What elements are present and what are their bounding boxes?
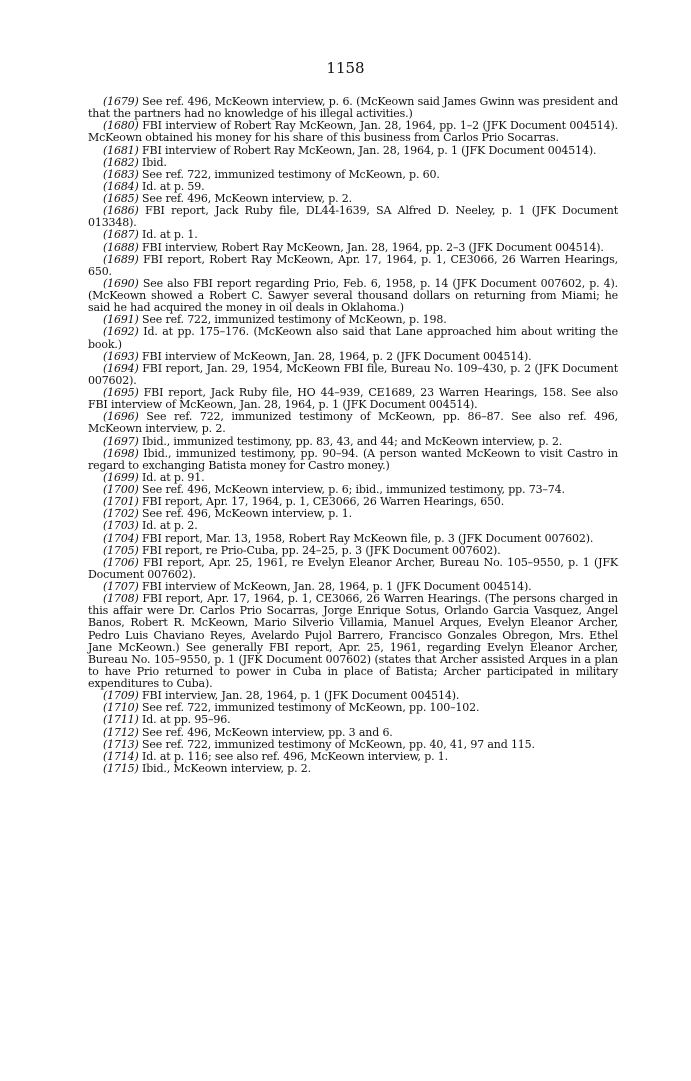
footnote-ref: (1694) (103, 361, 139, 375)
footnote-ref: (1697) (103, 434, 139, 448)
footnote-ref: (1703) (103, 519, 139, 533)
footnote-ref: (1685) (103, 192, 139, 205)
footnote (88, 96, 618, 120)
footnote-text: FBI report, Apr. 25, 1961, re Evelyn Eleanor Archer, Bureau No. 105–9550, p. 1 (JFK Document 007602). (88, 555, 618, 581)
footnote-text: FBI report, Jack Ruby file, HO 44–939, CE1689, 23 Warren Hearings, 158. See also FBI interview of McKeown, Jan. 28, 1964, p. 1 (JFK Document 004514). (88, 386, 618, 412)
footnote-ref: (1681) (103, 143, 139, 157)
footnote-text: Id. at p. 2. (142, 519, 198, 533)
footnote-ref: (1715) (103, 761, 139, 775)
footnotes-list (88, 96, 618, 775)
footnote (88, 763, 618, 775)
footnote-ref: (1708) (103, 592, 139, 606)
footnote-ref: (1687) (103, 228, 139, 242)
footnote-text: See ref. 722, immunized testimony of McKeown, p. 60. (142, 167, 440, 181)
footnote-ref: (1707) (103, 580, 139, 593)
footnote-text: Id. at p. 116; see also ref. 496, McKeown interview, p. 1. (142, 749, 449, 763)
footnote-text: See ref. 722, immunized testimony of McKeown, pp. 100–102. (142, 701, 480, 715)
footnote-ref: (1696) (103, 410, 139, 424)
footnote-ref: (1680) (103, 119, 139, 133)
footnote-text: FBI interview, Jan. 28, 1964, p. 1 (JFK Document 004514). (142, 689, 460, 703)
footnote-text: Id. at pp. 175–176. (McKeown also said that Lane approached him about writing the book.) (88, 325, 618, 351)
footnote (88, 145, 618, 157)
footnote-ref: (1688) (103, 240, 139, 254)
footnote (88, 448, 618, 472)
footnote-text: Ibid., immunized testimony, pp. 90–94. (A person wanted McKeown to visit Castro in regard to exchanging Batista money for Castro money.) (88, 446, 618, 472)
footnote-ref: (1705) (103, 543, 139, 557)
footnote-text: See ref. 496, McKeown interview, p. 6; ibid., immunized testimony, pp. 73–74. (142, 483, 565, 496)
footnote-ref: (1695) (103, 386, 139, 399)
footnote-text: See also FBI report regarding Prio, Feb. 6, 1958, p. 14 (JFK Document 007602, p. 4). (McKeown showed a Robert C. Sawyer several thousand dollars on returning from Miami; he said he had acquired the money in oil deals in Oklahoma.) (88, 276, 618, 315)
footnote-text: Id. at pp. 95–96. (142, 713, 231, 727)
footnote (88, 205, 618, 229)
footnote (88, 387, 618, 411)
footnote-text: See ref. 722, immunized testimony of McKeown, p. 198. (142, 313, 447, 327)
footnote-text: FBI report, Jan. 29, 1954, McKeown FBI file, Bureau No. 109–430, p. 2 (JFK Document 007602). (88, 361, 618, 387)
footnote-text: See ref. 496, McKeown interview, p. 2. (142, 192, 352, 205)
page-number: 1158 (326, 59, 365, 77)
footnote-ref: (1693) (103, 349, 139, 363)
footnote-text: See ref. 496, McKeown interview, pp. 3 and 6. (142, 725, 393, 739)
footnote-ref: (1711) (103, 713, 139, 727)
footnote-text: FBI interview of McKeown, Jan. 28, 1964, p. 2 (JFK Document 004514). (142, 349, 532, 363)
footnote-text: FBI report, Robert Ray McKeown, Apr. 17, 1964, p. 1, CE3066, 26 Warren Hearings, 650. (88, 252, 618, 278)
footnote-ref: (1713) (103, 737, 139, 751)
footnote (88, 411, 618, 435)
footnote-ref: (1702) (103, 507, 139, 521)
footnote (88, 363, 618, 387)
footnote (88, 120, 618, 144)
footnote-ref: (1704) (103, 531, 139, 545)
footnote-text: FBI report, re Prio-Cuba, pp. 24–25, p. 3 (JFK Document 007602). (142, 543, 501, 557)
footnote-ref: (1689) (103, 252, 139, 266)
footnote-text: See ref. 496, McKeown interview, p. 1. (142, 507, 352, 521)
footnote (88, 593, 618, 690)
footnote-text: Ibid. (142, 155, 167, 169)
footnote-ref: (1710) (103, 701, 139, 715)
footnote-ref: (1690) (103, 276, 139, 290)
footnote-text: See ref. 722, immunized testimony of McKeown, pp. 40, 41, 97 and 115. (142, 737, 535, 751)
footnote-text: Id. at p. 91. (142, 470, 205, 484)
footnote-text: Id. at p. 59. (142, 179, 205, 193)
footnote-text: FBI interview, Robert Ray McKeown, Jan. 28, 1964, pp. 2–3 (JFK Document 004514). (142, 240, 604, 254)
footnote-ref: (1700) (103, 483, 139, 496)
footnote-text: FBI interview of McKeown, Jan. 28, 1964, p. 1 (JFK Document 004514). (142, 580, 532, 593)
footnote-text: FBI report, Apr. 17, 1964, p. 1, CE3066, 26 Warren Hearings, 650. (142, 495, 505, 509)
footnote-ref: (1691) (103, 313, 139, 327)
footnote-text: See ref. 496, McKeown interview, p. 6. (McKeown said James Gwinn was president and that the partners had no knowledge of his illegal activities.) (88, 95, 618, 121)
footnote-ref: (1701) (103, 495, 139, 509)
footnote-text: Id. at p. 1. (142, 228, 198, 242)
footnote-ref: (1682) (103, 155, 139, 169)
footnote (88, 557, 618, 581)
footnote-ref: (1686) (103, 204, 139, 218)
footnote-ref: (1679) (103, 95, 139, 108)
footnote-ref: (1714) (103, 749, 139, 763)
footnote-ref: (1683) (103, 167, 139, 181)
footnote-text: Ibid., immunized testimony, pp. 83, 43, and 44; and McKeown interview, p. 2. (142, 434, 563, 448)
footnote-text: FBI interview of Robert Ray McKeown, Jan. 28, 1964, pp. 1–2 (JFK Document 004514). McKeown obtained his money for his share of this business from Carlos Prio Socarras. (88, 119, 618, 145)
footnote-ref: (1699) (103, 470, 139, 484)
footnote-ref: (1712) (103, 725, 139, 739)
footnote-ref: (1706) (103, 555, 139, 569)
footnote-text: FBI report, Jack Ruby file, DL44-1639, SA Alfred D. Neeley, p. 1 (JFK Document 013348). (88, 204, 618, 230)
footnote-text: FBI interview of Robert Ray McKeown, Jan. 28, 1964, p. 1 (JFK Document 004514). (142, 143, 597, 157)
footnote-ref: (1684) (103, 179, 139, 193)
footnote-ref: (1692) (103, 325, 139, 339)
footnote-text: Ibid., McKeown interview, p. 2. (142, 761, 311, 775)
footnote-text: FBI report, Mar. 13, 1958, Robert Ray McKeown file, p. 3 (JFK Document 007602). (142, 531, 594, 545)
footnote-ref: (1709) (103, 689, 139, 703)
footnote (88, 254, 618, 278)
footnote-ref: (1698) (103, 446, 139, 460)
footnote-text: See ref. 722, immunized testimony of McKeown, pp. 86–87. See also ref. 496, McKeown interview, p. 2. (88, 410, 618, 436)
footnote (88, 326, 618, 350)
footnote-text: FBI report, Apr. 17, 1964, p. 1, CE3066, 26 Warren Hearings. (The persons charged in this affair were Dr. Carlos Prio Socarras, Jorge Enrique Sotus, Orlando Garcia Vasquez, Angel Banos, Robert R. McKeown, Mario Silverio Villamia, Manuel Arques, Evelyn Eleanor Archer, Pedro Luis Chaviano Reyes, Avelardo Pujol Barrero, Francisco Gonzales Obregon, Mrs. Ethel Jane McKeown.) See generally FBI report, Apr. 25, 1961, regarding Evelyn Eleanor Archer, Bureau No. 105–9550, p. 1 (JFK Document 007602) (states that Archer assisted Arques in a plan to have Prio returned to power in Cuba in place of Batista; Archer participated in military expenditures to Cuba). (88, 592, 618, 690)
footnote (88, 278, 618, 314)
